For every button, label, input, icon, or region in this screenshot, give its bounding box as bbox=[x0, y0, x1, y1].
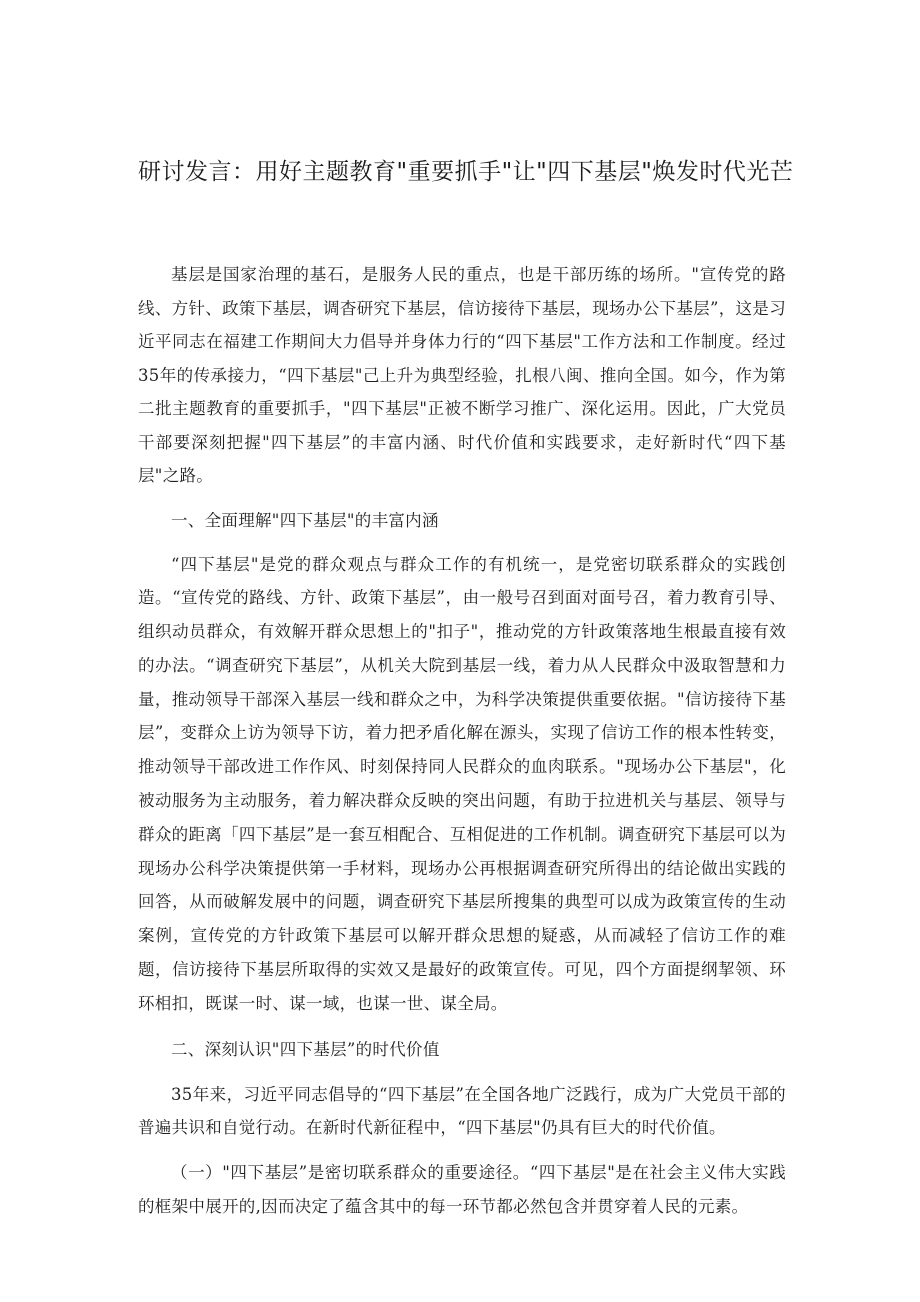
document-body bbox=[138, 258, 786, 1224]
paragraph-connotation: “四下基层"是党的群众观点与群众工作的有机统一，是党密切联系群众的实践创造。“宣传党的路线、方针、政策下基层”，由一般号召到面对面号召，着力教育引导、组织动员群众，有效解开群众思想上的"扣子"，推动党的方针政策落地生根最直接有效的办法。“调查研究下基层”，从机关大院到基层一线，着力从人民群众中汲取智慧和力量，推动领导干部深入基层一线和群众之中，为科学决策提供重要依据。"信访接待下基层”，变群众上访为领导下访，着力把矛盾化解在源头，实现了信访工作的根本性转变，推动领导干部改进工作作风、时刻保持同人民群众的血肉联系。"现场办公下基层"，化被动服务为主动服务，着力解决群众反映的突出问题，有助于拉进机关与基层、领导与群众的距离「四下基层”是一套互相配合、互相促进的工作机制。调查研究下基层可以为现场办公科学决策提供第一手材料，现场办公再根据调查研究所得出的结论做出实践的回答，从而破解发展中的问题，调查研究下基层所搜集的典型可以成为政策宣传的生动案例，宣传党的方针政策下基层可以解开群众思想的疑惑，从而减轻了信访工作的难题，信访接待下基层所取得的实效又是最好的政策宣传。可见，四个方面提纲挈领、环环相扣，既谋一时、谋一域，也谋一世、谋全局。 bbox=[138, 554, 786, 1013]
document-title: 研讨发言：用好主题教育"重要抓手"让"四下基层"焕发时代光芒 bbox=[138, 159, 794, 185]
section-heading-2: 二、深刻认识"四下基层”的时代价值 bbox=[171, 1039, 440, 1059]
section-heading-1: 一、全面理解"四下基层"的丰富内涵 bbox=[171, 510, 439, 530]
paragraph-value-intro: 35年来，习近平同志倡导的“四下基层”在全国各地广泛践行，成为广大党员干部的普遍共识和自觉行动。在新时代新征程中，“四下基层"仍具有巨大的时代价值。 bbox=[138, 1084, 786, 1137]
paragraph-subsection-1: （一）"四下基层”是密切联系群众的重要途径。“四下基层"是在社会主义伟大实践的框架中展开的,因而决定了蕴含其中的每一环节都必然包含并贯穿着人民的元素。 bbox=[138, 1162, 786, 1216]
paragraph-intro: 基层是国家治理的基石，是服务人民的重点，也是干部历练的场所。"宣传党的路线、方针、政策下基层，调杳研究下基层，信访接待下基层，现场办公下基层”，这是习近平同志在福建工作期间大力倡导并身体力行的“四下基层"工作方法和工作制度。经过35年的传承接力，“四下基层"己上升为典型经验，扎根八闽、推向全国。如今，作为第二批主题教育的重要抓手，"四下基层"正被不断学习推广、深化运用。因此，广大党员干部要深刻把握"四下基层”的丰富内涵、时代价值和实践要求，走好新时代“四下基层"之路。 bbox=[138, 265, 786, 485]
